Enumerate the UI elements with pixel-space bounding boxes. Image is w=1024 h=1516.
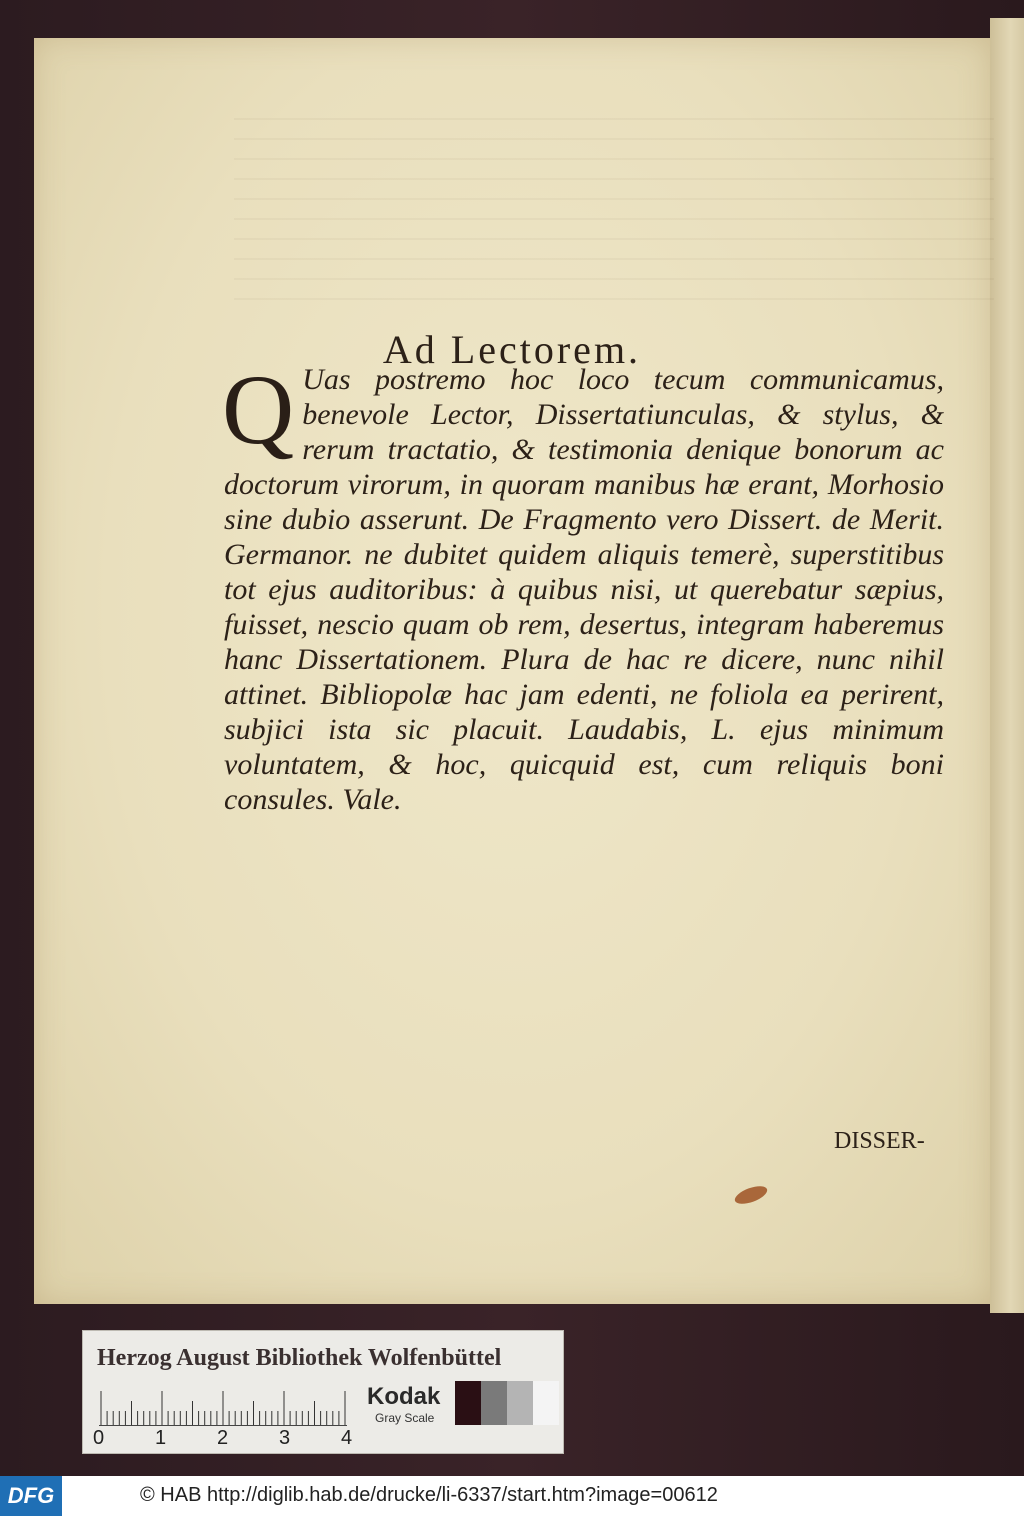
scale-number: 3: [279, 1427, 291, 1449]
page-heading: Ad Lectorem.: [382, 327, 642, 372]
gray-swatches: [455, 1381, 559, 1425]
drop-cap: Q: [222, 354, 295, 465]
gray-scale-label: Gray Scale: [375, 1411, 435, 1425]
show-through-text: [234, 118, 994, 318]
next-page-edge: [990, 18, 1024, 1313]
scale-number: 2: [217, 1427, 229, 1449]
book-page: [34, 38, 990, 1304]
paragraph-text: Uas postremo hoc loco tecum communicamus, benevole Lector, Dissertatiunculas, & stylus, & rerum tractatio, & testimonia denique bonorum ac doctorum virorum, in quoram manibus hæ erant, Morhosio sine dubio asserunt. De Fragmento vero Dissert. de Merit. Germanor. ne dubitet quidem aliquis temerè, superstitibus tot ejus auditoribus: à quibus nisi, ut querebatur sæpius, fuisset, nescio quam ob rem, desertus, integram haberemus hanc Dissertationem. Plura de hac re dicere, nunc nihil attinet. Bibliopolæ hac jam edenti, ne foliola ea perirent, subjici ista sic placuit. Laudabis, L. ejus minimum voluntatem, & hoc, quicquid est, cum reliquis boni consules. Vale.: [224, 363, 944, 816]
swatch: [455, 1381, 481, 1425]
dfg-logo: DFG: [0, 1476, 62, 1516]
library-name: Herzog August Bibliothek Wolfenbüttel: [97, 1345, 502, 1371]
scale-ticks: [99, 1389, 347, 1425]
scale-number: 1: [155, 1427, 167, 1449]
footer-bar: [0, 1476, 1024, 1516]
swatch: [533, 1381, 559, 1425]
copyright-link[interactable]: © HAB http://diglib.hab.de/drucke/li-6337/start.htm?image=00612: [140, 1484, 718, 1506]
catchword: DISSER-: [834, 1128, 925, 1154]
kodak-logo: Kodak: [367, 1383, 441, 1410]
scale-number: 4: [341, 1427, 353, 1449]
swatch: [481, 1381, 507, 1425]
cm-scale: [99, 1389, 347, 1426]
rust-stain: [733, 1183, 770, 1208]
color-reference-card: [82, 1330, 564, 1454]
body-paragraph: [222, 354, 944, 817]
swatch: [507, 1381, 533, 1425]
scale-number: 0: [93, 1427, 105, 1449]
